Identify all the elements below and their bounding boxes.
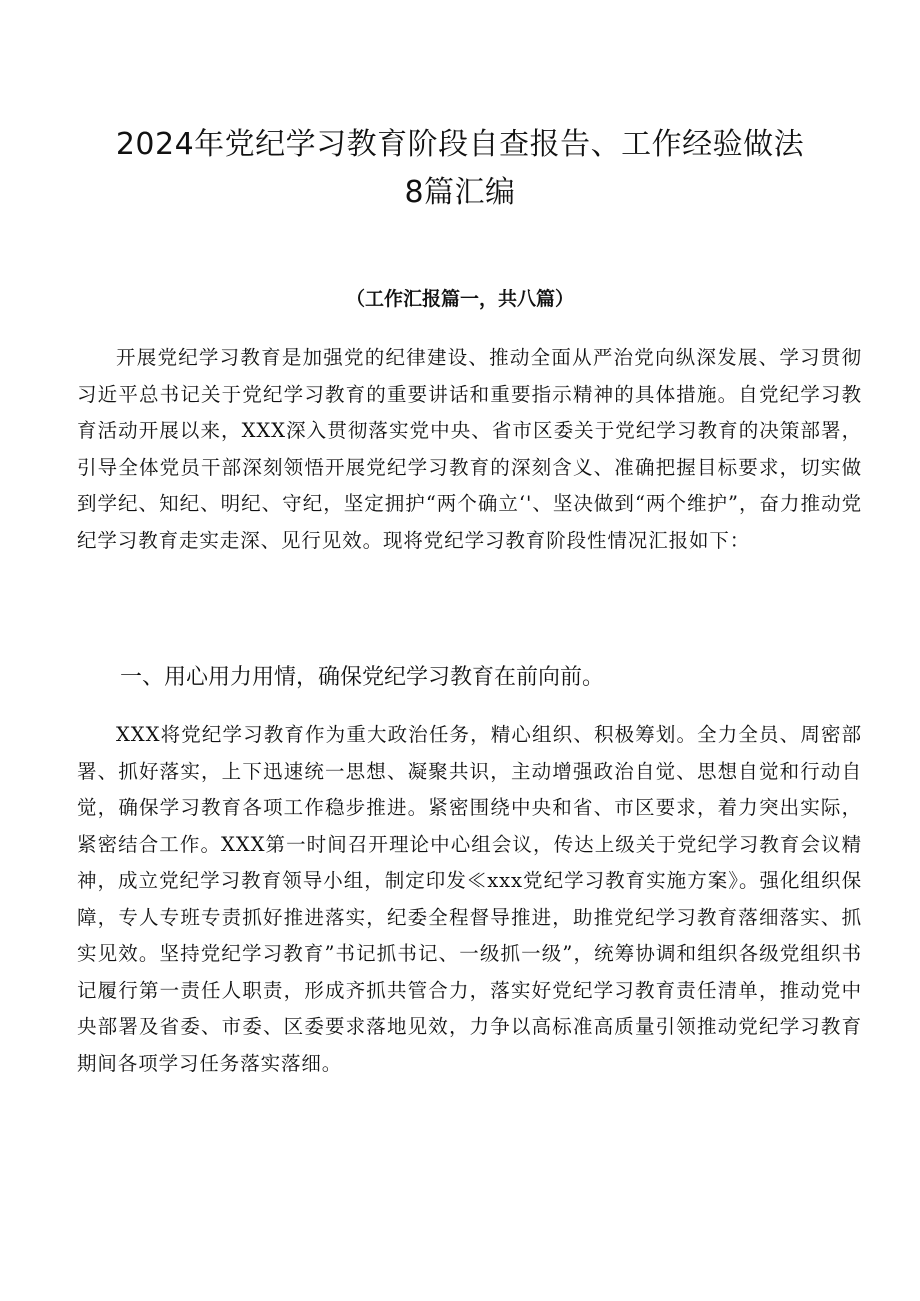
document-title-line-2: 8篇汇编 [404, 175, 516, 210]
section-heading-1: 一、用心用力用情，确保党纪学习教育在前向前。 [120, 665, 605, 690]
body-paragraph-2: XXX将党纪学习教育作为重大政治任务，精心组织、积极筹划。全力全员、周密部署、抓好落实，上下迅速统一思想、凝聚共识，主动增强政治自觉、思想自觉和行动自觉，确保学习教育各项工作稳步推进。紧密围绕中央和省、市区要求，着力突出实际，紧密结合工作。XXX第一时间召开理论中心组会议，传达上级关于党纪学习教育会议精神，成立党纪学习教育领导小组，制定印发≪xxx党纪学习教育实施方案》。强化组织保障，专人专班专责抓好推进落实，纪委全程督导推进，助推党纪学习教育落细落实、抓实见效。坚持党纪学习教育”书记抓书记、一级抓一级”，统筹协调和组织各级党组织书记履行第一责任人职责，形成齐抓共管合力，落实好党纪学习教育责任清单，推动党中央部署及省委、市委、区委要求落地见效，力争以高标准高质量引领推动党纪学习教育期间各项学习任务落实落细。 [77, 723, 862, 1075]
document-title-line-1: 2024年党纪学习教育阶段自查报告、工作经验做法 [115, 127, 805, 162]
document-subtitle: （工作汇报篇一，共八篇） [345, 288, 574, 310]
body-paragraph-1: 开展党纪学习教育是加强党的纪律建设、推动全面从严治党向纵深发展、学习贯彻习近平总书记关于党纪学习教育的重要讲话和重要指示精神的具体措施。自党纪学习教育活动开展以来，XXX深入贯彻落实党中央、省市区委关于党纪学习教育的决策部署，引导全体党员干部深刻领悟开展党纪学习教育的深刻含义、准确把握目标要求，切实做到学纪、知纪、明纪、守纪，坚定拥护“两个确立‘'、坚决做到“两个维护”，奋力推动党纪学习教育走实走深、见行见效。现将党纪学习教育阶段性情况汇报如下： [77, 346, 862, 552]
